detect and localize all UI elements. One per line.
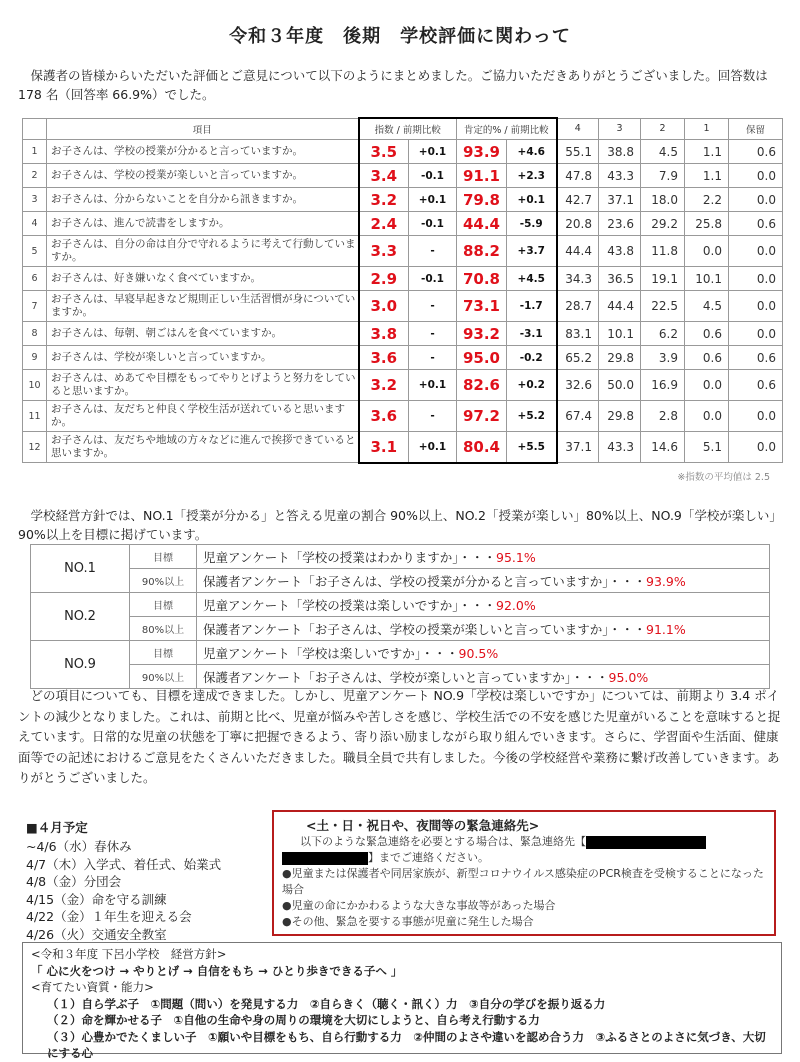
page-title: 令和３年度 後期 学校評価に関わって — [229, 26, 571, 47]
row-number: 9 — [23, 346, 47, 370]
positive-percent: 93.9 — [457, 140, 507, 164]
emergency-case: ●児童の命にかかわるような大きな事故等があった場合 — [282, 899, 556, 912]
parent-survey-line: 保護者アンケート「お子さんは、学校の授業が分かると言っていますか」・・・93.9% — [197, 569, 770, 593]
question-text: お子さんは、友だちと仲良く学校生活が送れていると思いますか。 — [47, 401, 359, 432]
evaluation-table — [22, 117, 783, 464]
goal-number: NO.2 — [31, 593, 130, 641]
value-2: 18.0 — [641, 188, 685, 212]
goal-row — [31, 617, 770, 641]
value-1: 25.8 — [685, 212, 729, 236]
header-3: 3 — [599, 118, 641, 140]
value-1: 0.0 — [685, 236, 729, 267]
positive-percent: 79.8 — [457, 188, 507, 212]
child-survey-value: 92.0% — [496, 597, 536, 613]
value-hold: 0.0 — [729, 236, 783, 267]
plan-heading: <令和３年度 下呂小学校 経営方針> — [31, 947, 227, 961]
value-2: 4.5 — [641, 140, 685, 164]
value-3: 10.1 — [599, 322, 641, 346]
positive-percent: 88.2 — [457, 236, 507, 267]
positive-change: +4.6 — [507, 140, 557, 164]
question-text: お子さんは、自分の命は自分で守れるように考えて行動していますか。 — [47, 236, 359, 267]
index-value: 3.0 — [359, 291, 409, 322]
header-4: 4 — [557, 118, 599, 140]
question-text: お子さんは、進んで読書をしますか。 — [47, 212, 359, 236]
value-hold: 0.0 — [729, 267, 783, 291]
goal-target: 80%以上 — [130, 617, 197, 641]
index-change: - — [409, 322, 457, 346]
value-4: 47.8 — [557, 164, 599, 188]
index-value: 2.4 — [359, 212, 409, 236]
positive-change: +0.1 — [507, 188, 557, 212]
row-number: 12 — [23, 432, 47, 463]
header-positive: 肯定的% / 前期比較 — [457, 118, 557, 140]
table-row — [23, 267, 783, 291]
goal-target: 90%以上 — [130, 665, 197, 689]
parent-survey-value: 95.0% — [608, 669, 649, 685]
value-hold: 0.6 — [729, 212, 783, 236]
value-3: 43.3 — [599, 432, 641, 463]
goal-row — [31, 569, 770, 593]
value-hold: 0.6 — [729, 346, 783, 370]
value-hold: 0.0 — [729, 432, 783, 463]
positive-change: -0.2 — [507, 346, 557, 370]
table-row — [23, 432, 783, 463]
value-2: 19.1 — [641, 267, 685, 291]
positive-change: +3.7 — [507, 236, 557, 267]
question-text: お子さんは、早寝早起きなど規則正しい生活習慣が身についていますか。 — [47, 291, 359, 322]
value-hold: 0.0 — [729, 291, 783, 322]
positive-change: +4.5 — [507, 267, 557, 291]
value-3: 29.8 — [599, 401, 641, 432]
value-4: 67.4 — [557, 401, 599, 432]
index-value: 3.5 — [359, 140, 409, 164]
row-number: 6 — [23, 267, 47, 291]
schedule-item: 4/15（金）命を守る訓練 — [26, 891, 167, 907]
schedule-item: 4/7（木）入学式、着任式、始業式 — [26, 856, 222, 872]
table-row — [23, 346, 783, 370]
value-1: 0.0 — [685, 401, 729, 432]
index-change: - — [409, 291, 457, 322]
row-number: 8 — [23, 322, 47, 346]
child-survey-value: 90.5% — [458, 645, 499, 661]
redacted-contact — [586, 836, 706, 849]
value-2: 7.9 — [641, 164, 685, 188]
school-policy-box — [22, 942, 782, 1060]
index-change: +0.1 — [409, 140, 457, 164]
value-4: 44.4 — [557, 236, 599, 267]
value-4: 20.8 — [557, 212, 599, 236]
value-1: 5.1 — [685, 432, 729, 463]
positive-percent: 80.4 — [457, 432, 507, 463]
value-2: 6.2 — [641, 322, 685, 346]
intro-paragraph: 保護者の皆様からいただいた評価とご意見について以下のようにまとめました。ご協力いただきありがとうございました。回答数は 178 名（回答率 66.9%）でした。 — [18, 68, 768, 102]
value-2: 11.8 — [641, 236, 685, 267]
positive-percent: 97.2 — [457, 401, 507, 432]
plan-quality-item: （１）自ら学ぶ子 ①問題（問い）を発見する力 ②自らきく（聴く・訊く）力 ③自分の学びを振り返る力 — [47, 996, 606, 1011]
value-3: 23.6 — [599, 212, 641, 236]
positive-change: +5.2 — [507, 401, 557, 432]
value-2: 29.2 — [641, 212, 685, 236]
value-4: 65.2 — [557, 346, 599, 370]
schedule-heading: ■４月予定 — [26, 820, 88, 835]
parent-survey-line: 保護者アンケート「お子さんは、学校が楽しいと言っていますか」・・・95.0% — [197, 665, 770, 689]
question-text: お子さんは、学校の授業が楽しいと言っていますか。 — [47, 164, 359, 188]
child-survey-line: 児童アンケート「学校は楽しいですか」・・・90.5% — [197, 641, 770, 665]
header-index: 指数 / 前期比較 — [359, 118, 457, 140]
plan-motto: 「 心に火をつけ → やりとげ → 自信をもち → ひとり歩きできる子へ 」 — [31, 963, 403, 978]
value-1: 0.0 — [685, 370, 729, 401]
emergency-case: ●その他、緊急を要する事態が児童に発生した場合 — [282, 915, 534, 928]
header-blank — [23, 118, 47, 140]
value-3: 50.0 — [599, 370, 641, 401]
header-1: 1 — [685, 118, 729, 140]
table-row — [23, 401, 783, 432]
row-number: 7 — [23, 291, 47, 322]
positive-percent: 82.6 — [457, 370, 507, 401]
row-number: 3 — [23, 188, 47, 212]
value-1: 4.5 — [685, 291, 729, 322]
parent-survey-value: 91.1% — [646, 621, 686, 637]
conclusion-paragraph: どの項目についても、目標を達成できました。しかし、児童アンケート NO.9「学校は楽しいですか」については、前期より 3.4 ポイントの減少となりました。これは、前期と比べ、児童が悩みや苦しさを感じ、学校生活での不安を感じた児童がいることを意味すると捉えています。日常的な児童の状態を丁寧に把握できるよう、寄り添い励ましながら取り組んでいきます。さらに、学習面や生活面、健康面等での記述におけるご意見をたくさんいただきました。職員全員で共有しました。今後の学校経営や業務に繋げ改善していきます。ありがとうございました。 — [18, 688, 781, 785]
positive-percent: 95.0 — [457, 346, 507, 370]
positive-change: +0.2 — [507, 370, 557, 401]
value-4: 37.1 — [557, 432, 599, 463]
table-row — [23, 140, 783, 164]
schedule-item: ~4/6（水）春休み — [26, 839, 132, 854]
value-4: 34.3 — [557, 267, 599, 291]
row-number: 5 — [23, 236, 47, 267]
positive-change: -3.1 — [507, 322, 557, 346]
table-row — [23, 370, 783, 401]
value-3: 29.8 — [599, 346, 641, 370]
goal-target-label: 目標 — [130, 641, 197, 665]
index-change: +0.1 — [409, 370, 457, 401]
goal-number: NO.1 — [31, 545, 130, 593]
row-number: 10 — [23, 370, 47, 401]
value-2: 16.9 — [641, 370, 685, 401]
question-text: お子さんは、めあてや目標をもってやりとげようと努力をしていると思いますか。 — [47, 370, 359, 401]
value-1: 10.1 — [685, 267, 729, 291]
goals-table — [30, 544, 770, 689]
value-2: 14.6 — [641, 432, 685, 463]
table-row — [23, 212, 783, 236]
question-text: お子さんは、友だちや地域の方々などに進んで挨拶できていると思いますか。 — [47, 432, 359, 463]
row-number: 2 — [23, 164, 47, 188]
value-4: 55.1 — [557, 140, 599, 164]
index-value: 3.6 — [359, 346, 409, 370]
positive-percent: 73.1 — [457, 291, 507, 322]
goal-row — [31, 593, 770, 617]
redacted-contact — [282, 852, 368, 865]
value-2: 22.5 — [641, 291, 685, 322]
index-value: 3.1 — [359, 432, 409, 463]
positive-percent: 91.1 — [457, 164, 507, 188]
header-2: 2 — [641, 118, 685, 140]
row-number: 4 — [23, 212, 47, 236]
child-survey-line: 児童アンケート「学校の授業はわかりますか」・・・95.1% — [197, 545, 770, 569]
positive-change: +2.3 — [507, 164, 557, 188]
question-text: お子さんは、学校の授業が分かると言っていますか。 — [47, 140, 359, 164]
value-hold: 0.6 — [729, 370, 783, 401]
positive-change: -5.9 — [507, 212, 557, 236]
goal-number: NO.9 — [31, 641, 130, 689]
value-3: 43.3 — [599, 164, 641, 188]
emergency-line-2: 】までご連絡ください。 — [282, 850, 766, 866]
question-text: お子さんは、好き嫌いなく食べていますか。 — [47, 267, 359, 291]
positive-percent: 44.4 — [457, 212, 507, 236]
table-row — [23, 164, 783, 188]
index-value: 3.2 — [359, 188, 409, 212]
index-change: - — [409, 401, 457, 432]
emergency-contact-box — [272, 810, 776, 936]
value-4: 32.6 — [557, 370, 599, 401]
table-row — [23, 322, 783, 346]
value-2: 3.9 — [641, 346, 685, 370]
table-row — [23, 188, 783, 212]
value-1: 0.6 — [685, 322, 729, 346]
header-hold: 保留 — [729, 118, 783, 140]
value-3: 38.8 — [599, 140, 641, 164]
goal-target: 90%以上 — [130, 569, 197, 593]
header-item: 項目 — [47, 118, 359, 140]
index-change: - — [409, 346, 457, 370]
value-3: 44.4 — [599, 291, 641, 322]
value-4: 42.7 — [557, 188, 599, 212]
value-3: 36.5 — [599, 267, 641, 291]
question-text: お子さんは、学校が楽しいと言っていますか。 — [47, 346, 359, 370]
index-value: 3.8 — [359, 322, 409, 346]
value-1: 1.1 — [685, 164, 729, 188]
value-1: 2.2 — [685, 188, 729, 212]
value-hold: 0.0 — [729, 164, 783, 188]
row-number: 1 — [23, 140, 47, 164]
value-3: 43.8 — [599, 236, 641, 267]
table-header-row — [23, 118, 783, 140]
emergency-case: ●児童または保護者や同居家族が、新型コロナウイルス感染症のPCR検査を受検することになった場合 — [282, 867, 764, 896]
question-text: お子さんは、毎朝、朝ごはんを食べていますか。 — [47, 322, 359, 346]
goal-row — [31, 545, 770, 569]
plan-subheading: <育てたい資質・能力> — [31, 980, 154, 994]
question-text: お子さんは、分からないことを自分から訊きますか。 — [47, 188, 359, 212]
child-survey-value: 95.1% — [496, 549, 536, 565]
value-4: 28.7 — [557, 291, 599, 322]
schedule-item: 4/26（火）交通安全教室 — [26, 926, 167, 942]
index-value: 3.2 — [359, 370, 409, 401]
index-change: +0.1 — [409, 188, 457, 212]
child-survey-line: 児童アンケート「学校の授業は楽しいですか」・・・92.0% — [197, 593, 770, 617]
positive-percent: 93.2 — [457, 322, 507, 346]
value-hold: 0.0 — [729, 188, 783, 212]
index-change: - — [409, 236, 457, 267]
positive-change: -1.7 — [507, 291, 557, 322]
plan-quality-item: （３）心豊かでたくましい子 ①願いや目標をもち、自ら行動する力 ②仲間のよさや違いを認め合う力 ③ふるさとのよさに気づき、大切にする心 — [47, 1029, 766, 1060]
parent-survey-value: 93.9% — [646, 573, 686, 589]
index-change: -0.1 — [409, 267, 457, 291]
index-average-note: ※指数の平均値は 2.5 — [677, 472, 770, 483]
index-value: 3.3 — [359, 236, 409, 267]
index-change: -0.1 — [409, 212, 457, 236]
positive-percent: 70.8 — [457, 267, 507, 291]
goal-row — [31, 641, 770, 665]
schedule-item: 4/22（金）１年生を迎える会 — [26, 909, 192, 924]
table-row — [23, 236, 783, 267]
index-change: +0.1 — [409, 432, 457, 463]
positive-change: +5.5 — [507, 432, 557, 463]
index-change: -0.1 — [409, 164, 457, 188]
april-schedule — [26, 818, 266, 943]
index-value: 3.6 — [359, 401, 409, 432]
emergency-heading: <土・日・祝日や、夜間等の緊急連絡先> — [306, 818, 540, 833]
value-1: 1.1 — [685, 140, 729, 164]
goal-row — [31, 665, 770, 689]
plan-quality-item: （２）命を輝かせる子 ①自他の生命や身の周りの環境を大切にしようと、自ら考え行動する力 — [47, 1013, 540, 1027]
value-1: 0.6 — [685, 346, 729, 370]
index-value: 3.4 — [359, 164, 409, 188]
row-number: 11 — [23, 401, 47, 432]
value-4: 83.1 — [557, 322, 599, 346]
value-2: 2.8 — [641, 401, 685, 432]
value-hold: 0.0 — [729, 322, 783, 346]
policy-paragraph: 学校経営方針では、NO.1「授業が分かる」と答える児童の割合 90%以上、NO.2「授業が楽しい」80%以上、NO.9「学校が楽しい」90%以上を目標に掲げています。 — [18, 508, 782, 542]
parent-survey-line: 保護者アンケート「お子さんは、学校の授業が楽しいと言っていますか」・・・91.1% — [197, 617, 770, 641]
goal-target-label: 目標 — [130, 545, 197, 569]
schedule-item: 4/8（金）分団会 — [26, 874, 122, 889]
index-value: 2.9 — [359, 267, 409, 291]
goal-target-label: 目標 — [130, 593, 197, 617]
table-row — [23, 291, 783, 322]
value-hold: 0.0 — [729, 401, 783, 432]
value-hold: 0.6 — [729, 140, 783, 164]
emergency-line-1: 以下のような緊急連絡を必要とする場合は、緊急連絡先【 — [282, 834, 766, 850]
value-3: 37.1 — [599, 188, 641, 212]
